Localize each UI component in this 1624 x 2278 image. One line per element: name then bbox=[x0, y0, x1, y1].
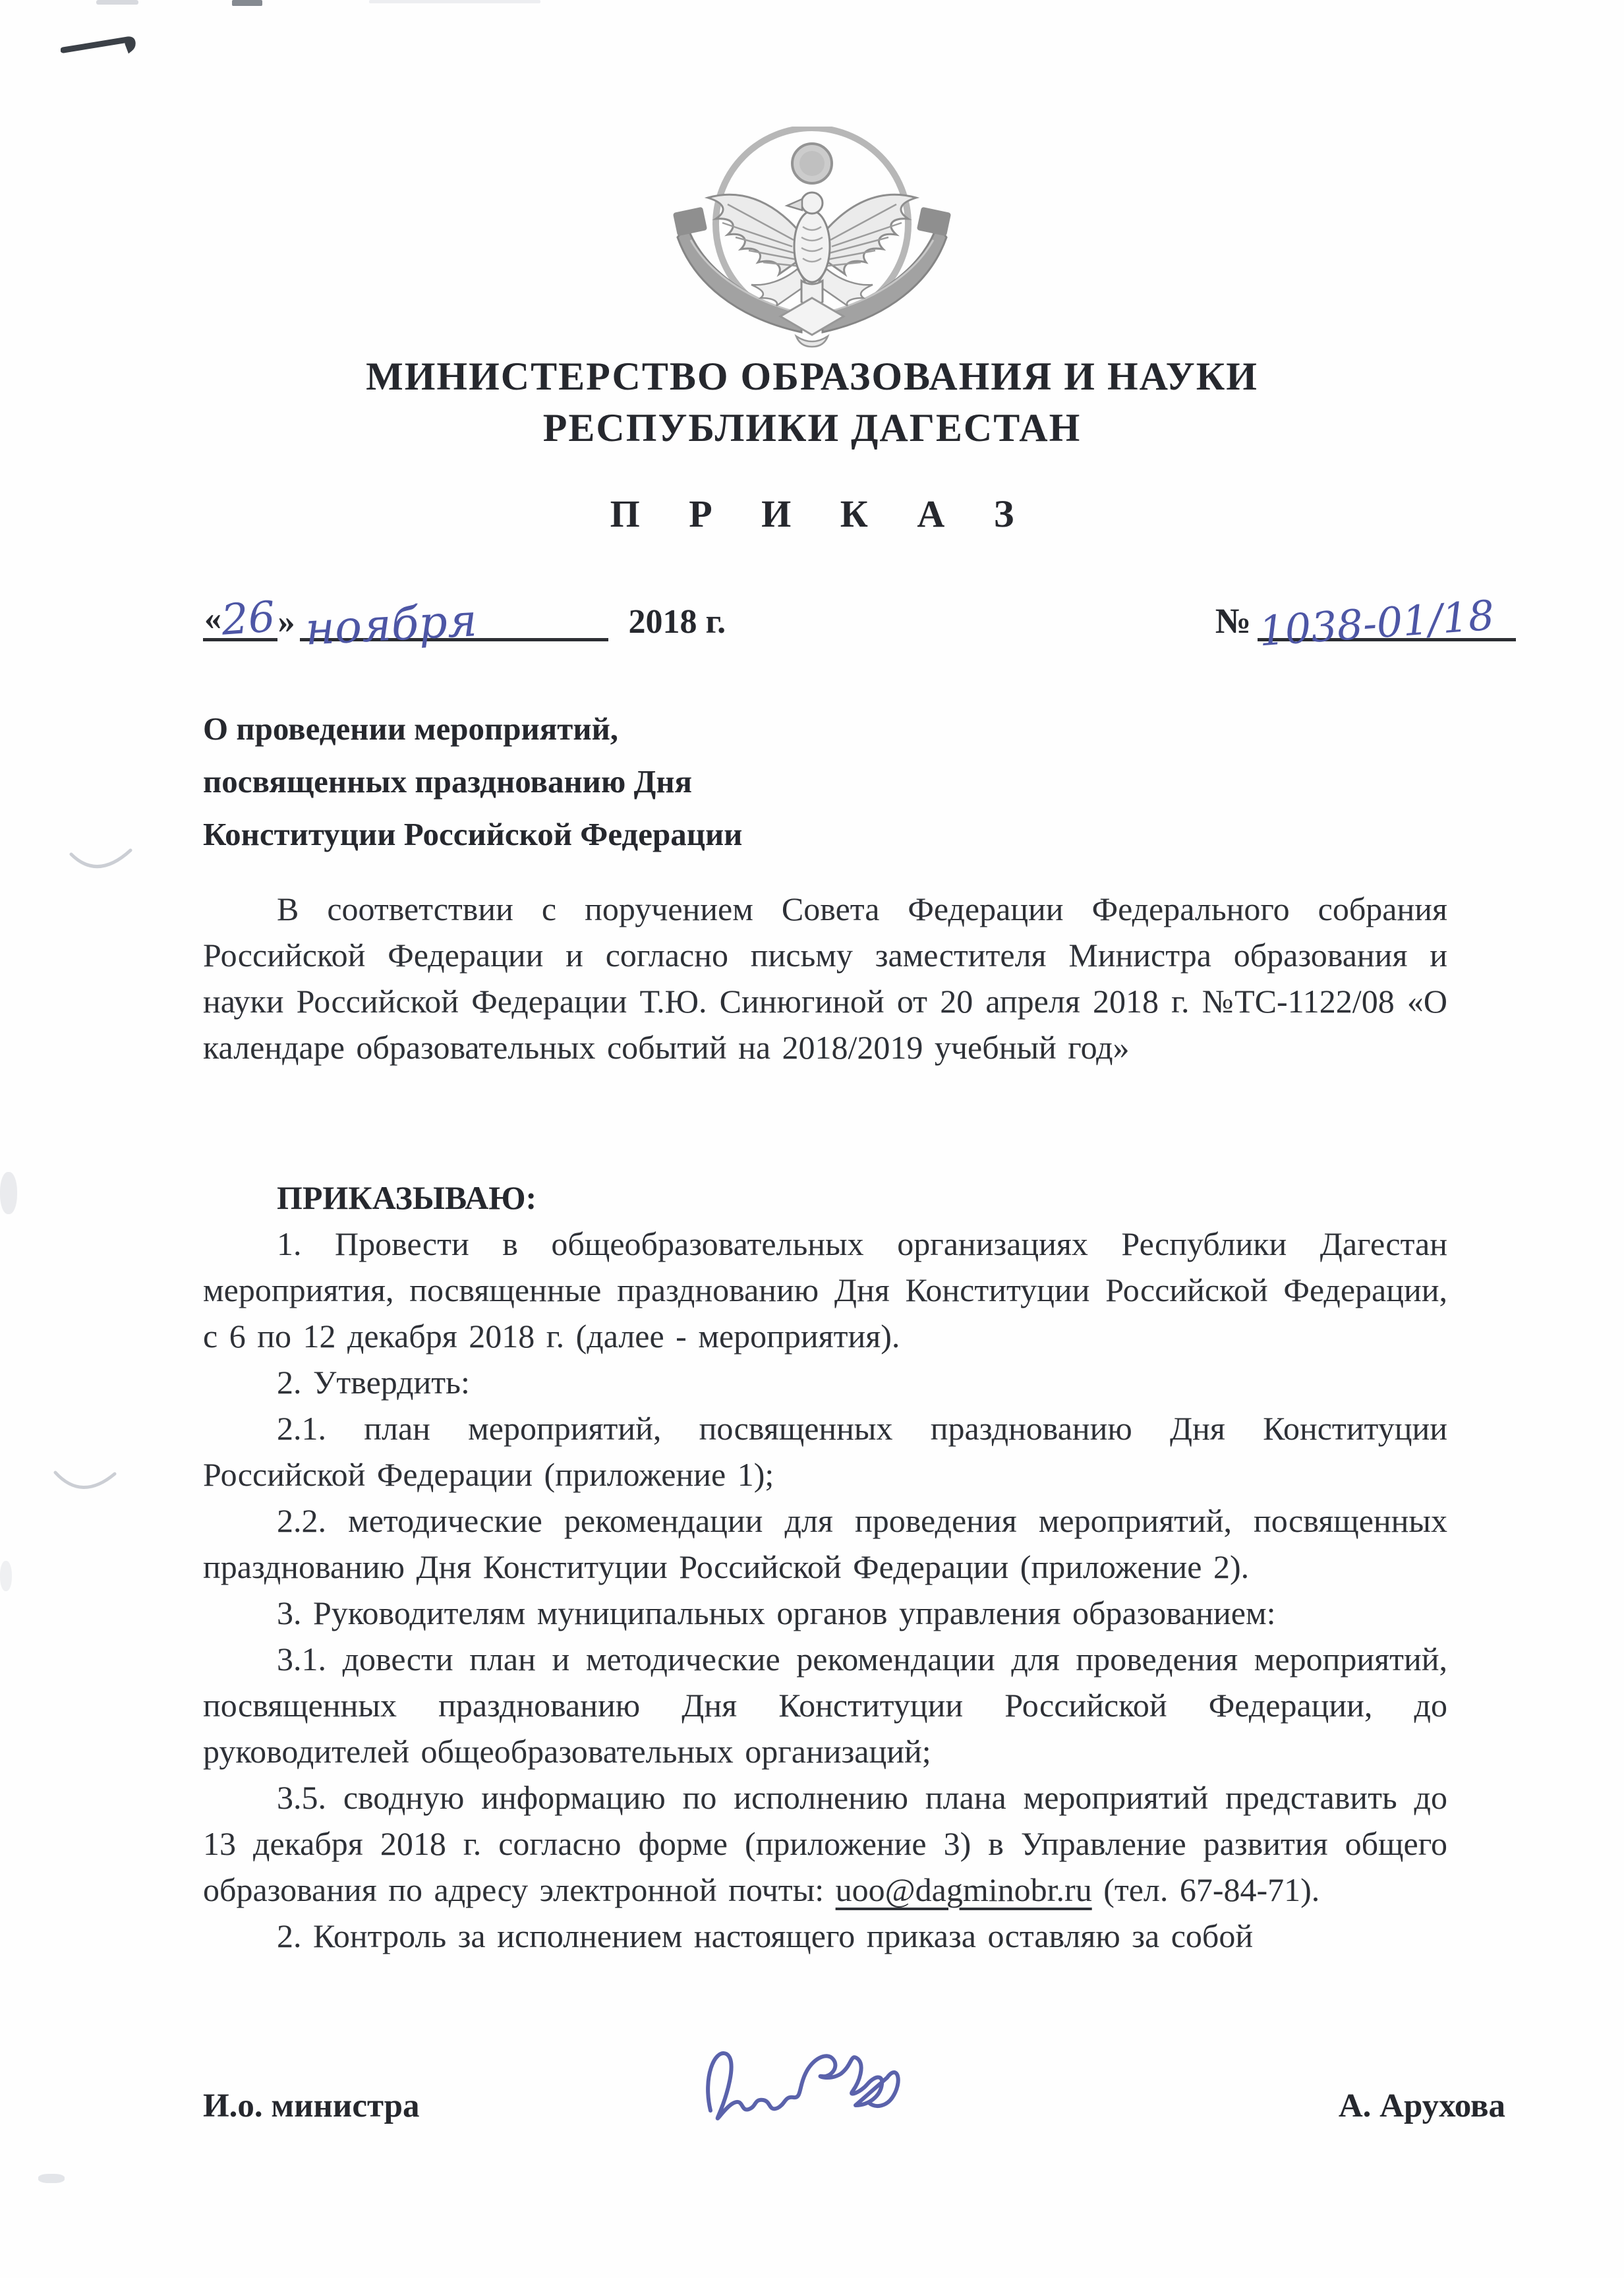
handwritten-day: 26 bbox=[219, 593, 277, 645]
order-subject bbox=[203, 703, 968, 861]
date-year-label: 2018 г. bbox=[628, 603, 726, 641]
order-subject-line2: посвященных празднованию Дня bbox=[203, 763, 693, 800]
dagestan-coat-of-arms-emblem bbox=[667, 127, 957, 348]
number-field bbox=[1215, 591, 1516, 656]
signer-name: А. Арухова bbox=[1338, 2088, 1505, 2124]
open-guillemet: « bbox=[204, 600, 221, 637]
scan-artifact bbox=[0, 1172, 17, 1214]
document-type-heading: П Р И К А З bbox=[610, 492, 1034, 535]
close-guillemet: » bbox=[277, 603, 295, 641]
scan-artifact bbox=[369, 0, 540, 3]
scan-artifact bbox=[232, 0, 262, 6]
handwritten-number: 1038-01/18 bbox=[1257, 591, 1496, 656]
ministry-title-line1: МИНИСТЕРСТВО ОБРАЗОВАНИЯ И НАУКИ bbox=[366, 355, 1258, 398]
order-item-control: 2. Контроль за исполнением настоящего приказа оставляю за собой bbox=[277, 1917, 1254, 1954]
ministry-title bbox=[0, 351, 1624, 453]
intro-paragraph: В соответствии с поручением Совета Федерации Федерального собрания Российской Федерации и согласно письму заместителя Министра образования и науки Российской Федерации Т.Ю. Синюгиной от 20 апреля 2018 г. №ТС-1122/08 «О календаре образовательных событий на 2018/2019 учебный год» bbox=[203, 891, 1447, 1066]
signature-row bbox=[203, 2087, 1505, 2125]
order-item-2: 2. Утвердить: bbox=[277, 1364, 470, 1401]
order-item-3-5-text: 3.5. сводную информацию по исполнению плана мероприятий представить до 13 декабря 2018 г. согласно форме (приложение 3) в Управление развития общего образования по адресу электронной почты: bbox=[203, 1779, 1447, 1908]
number-blank bbox=[1257, 591, 1516, 656]
order-item-2-1: 2.1. план мероприятий, посвященных празднованию Дня Конституции Российской Федерации (приложение 1); bbox=[203, 1410, 1447, 1493]
order-item-1: 1. Провести в общеобразовательных организациях Республики Дагестан мероприятия, посвященные празднованию Дня Конституции Российской Федерации, с 6 по 12 декабря 2018 г. (далее - мероприятия). bbox=[203, 1225, 1447, 1355]
scan-artifact bbox=[96, 0, 138, 5]
order-item-2-2: 2.2. методические рекомендации для проведения мероприятий, посвященных празднованию Дня Конституции Российской Федерации (приложение 2). bbox=[203, 1502, 1447, 1585]
order-subject-line1: О проведении мероприятий, bbox=[203, 711, 619, 747]
resolution-heading: ПРИКАЗЫВАЮ: bbox=[277, 1179, 537, 1216]
order-item-3-5 bbox=[203, 1774, 1447, 1913]
resolution-section bbox=[203, 1175, 1447, 1959]
email-address: uoo@dagminobr.ru bbox=[835, 1871, 1092, 1908]
scan-artifact bbox=[0, 1561, 12, 1591]
pen-stroke-artifact bbox=[61, 29, 146, 58]
number-sign: № bbox=[1215, 601, 1251, 641]
ministry-title-line2: РЕСПУБЛИКИ ДАГЕСТАН bbox=[542, 406, 1082, 450]
date-month-blank bbox=[300, 589, 608, 656]
margin-curl-artifact bbox=[49, 1459, 121, 1505]
signer-position: И.о. министра bbox=[203, 2088, 420, 2124]
scan-artifact bbox=[38, 2174, 65, 2183]
date-number-row bbox=[203, 589, 1516, 656]
handwritten-month: ноября bbox=[304, 595, 479, 656]
order-item-3-1: 3.1. довести план и методические рекомендации для проведения мероприятий, посвященных празднованию Дня Конституции Российской Федерации, до руководителей общеобразовательных организаций; bbox=[203, 1641, 1447, 1770]
order-subject-line3: Конституции Российской Федерации bbox=[203, 816, 743, 852]
order-item-3: 3. Руководителям муниципальных органов управления образованием: bbox=[277, 1594, 1276, 1631]
order-item-3-5-phone: (тел. 67-84-71). bbox=[1091, 1871, 1320, 1908]
date-day-blank bbox=[203, 593, 277, 645]
margin-curl-artifact bbox=[66, 840, 138, 886]
date-field bbox=[203, 589, 726, 656]
